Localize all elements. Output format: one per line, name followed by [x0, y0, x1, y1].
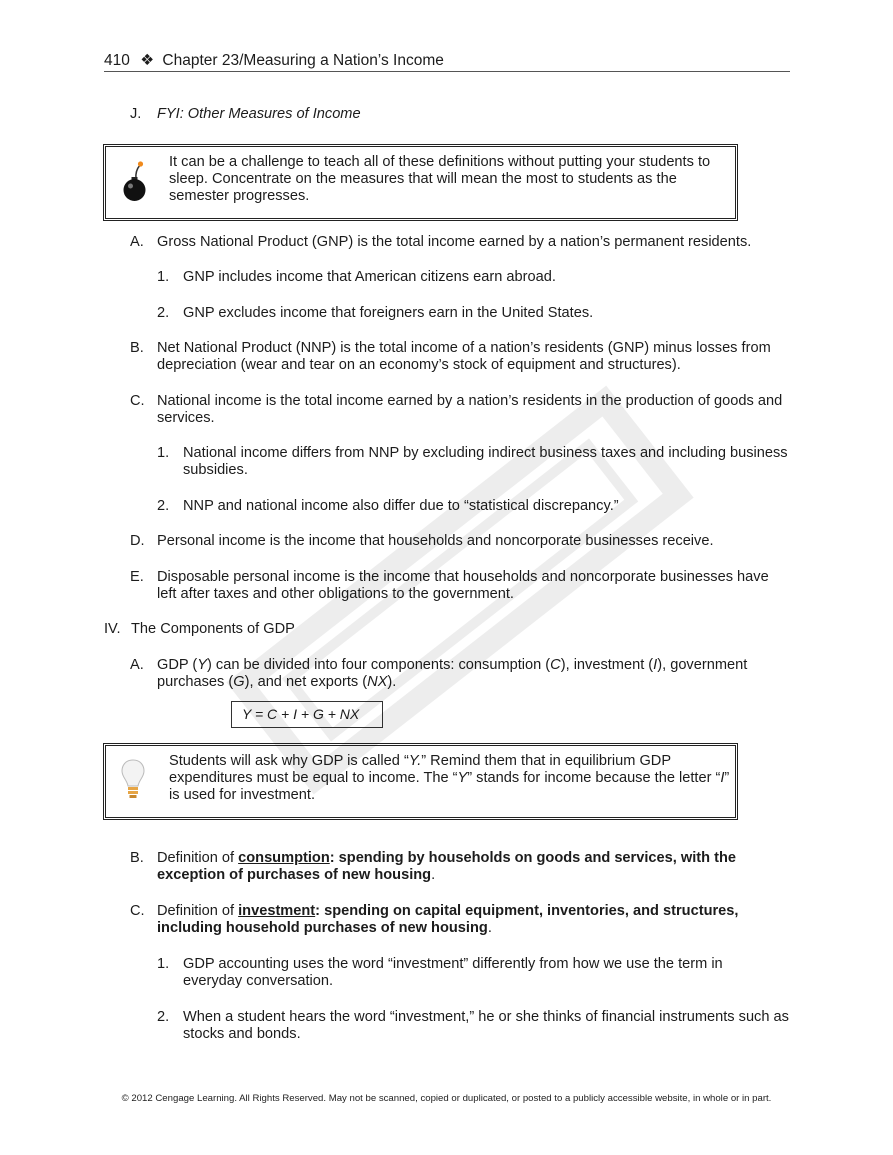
- item-a-label: A.: [130, 234, 144, 250]
- def-c-label: C.: [130, 903, 145, 919]
- item-c-label: C.: [130, 393, 145, 409]
- text-run: ), and net exports (: [244, 674, 368, 690]
- section-iv-label: IV.: [104, 621, 121, 637]
- text-run: ), investment (: [560, 657, 654, 673]
- section-iv-title: The Components of GDP: [131, 621, 295, 637]
- chapter-title: Chapter 23/Measuring a Nation’s Income: [162, 52, 444, 69]
- page-header: [104, 52, 790, 72]
- bomb-icon: [120, 157, 150, 203]
- item-c-sub2-text: NNP and national income also differ due to “statistical discrepancy.”: [183, 498, 619, 514]
- item-a-sub1-label: 1.: [157, 269, 170, 285]
- variable-g: G: [233, 674, 245, 690]
- text-run: Students will ask why GDP is called “: [169, 753, 409, 769]
- text-run: ” stands for income because the letter “: [467, 770, 721, 786]
- definition-investment: [157, 903, 789, 937]
- iv-a-text: [157, 657, 789, 691]
- term-consumption: consumption: [238, 850, 330, 866]
- text-run: ” is used for investment.: [169, 770, 730, 803]
- variable-nx: NX: [367, 674, 388, 690]
- teaching-tip-box: [103, 144, 738, 221]
- item-c-sub1-text: National income differs from NNP by excluding indirect business taxes and including business subsidies.: [183, 445, 788, 478]
- item-c-sub1-label: 1.: [157, 445, 170, 461]
- variable-y: Y: [457, 770, 468, 786]
- item-d-text: Personal income is the income that households and noncorporate businesses receive.: [157, 533, 714, 549]
- item-e-label: E.: [130, 569, 144, 585]
- variable-y: Y: [197, 657, 208, 673]
- item-d-label: D.: [130, 533, 145, 549]
- text-run: .: [487, 920, 492, 936]
- text-run: ), government purchases (: [157, 657, 748, 690]
- item-a-sub2-text: GNP excludes income that foreigners earn in the United States.: [183, 305, 594, 321]
- item-c-sub2-label: 2.: [157, 498, 170, 514]
- definition-consumption: [157, 850, 777, 884]
- item-b-text: Net National Product (NNP) is the total income of a nation’s residents (GNP) minus losses from depreciation (wear and tear on an economy’s stock of equipment and structures).: [157, 340, 771, 373]
- text-run: ).: [387, 674, 397, 690]
- term-investment: investment: [238, 903, 316, 919]
- variable-y: Y.: [408, 753, 422, 769]
- tip-text-2: [169, 753, 734, 804]
- def-c-sub2-label: 2.: [157, 1009, 170, 1025]
- text-run: Definition of: [157, 850, 239, 866]
- section-j-label: J.: [130, 106, 142, 122]
- text-run: GDP (: [157, 657, 198, 673]
- variable-i: I: [720, 770, 725, 786]
- text-run: .: [431, 867, 436, 883]
- iv-a-label: A.: [130, 657, 144, 673]
- def-b-label: B.: [130, 850, 144, 866]
- item-a-sub1-text: GNP includes income that American citizens earn abroad.: [183, 269, 556, 285]
- lightbulb-icon: [120, 758, 146, 802]
- gdp-formula: Y = C + I + G + NX: [231, 701, 383, 728]
- text-run: ” Remind them that in equilibrium GDP expenditures must be equal to income. The “: [169, 753, 671, 786]
- variable-c: C: [550, 657, 561, 673]
- page-number: 410: [104, 52, 130, 69]
- item-b-label: B.: [130, 340, 144, 356]
- section-j-title: FYI: Other Measures of Income: [157, 106, 361, 122]
- diamond-separator-icon: ❖: [140, 52, 155, 69]
- tip-text: It can be a challenge to teach all of these definitions without putting your students to sleep. Concentrate on the measures that will mean the most to students as the semester progresses.: [169, 154, 711, 204]
- def-c-sub2-text: When a student hears the word “investment,” he or she thinks of financial instruments such as stocks and bonds.: [183, 1009, 789, 1042]
- def-c-sub1-label: 1.: [157, 956, 170, 972]
- item-c-text: National income is the total income earned by a nation’s residents in the production of goods and services.: [157, 393, 783, 426]
- definition-text: : spending by households on goods and services, with the exception of purchases of new housing: [157, 850, 736, 883]
- variable-i: I: [653, 657, 658, 673]
- copyright-footer: © 2012 Cengage Learning. All Rights Reserved. May not be scanned, copied or duplicated, or posted to a publicly accessible website, in whole or in part.: [121, 1093, 772, 1104]
- definition-text: : spending on capital equipment, inventories, and structures, including household purchases of new housing: [157, 903, 739, 936]
- text-run: Definition of: [157, 903, 239, 919]
- text-run: ) can be divided into four components: consumption (: [207, 657, 551, 673]
- item-a-text: Gross National Product (GNP) is the total income earned by a nation’s permanent residents.: [157, 234, 752, 250]
- item-e-text: Disposable personal income is the income that households and noncorporate businesses have left after taxes and other obligations to the government.: [157, 569, 769, 602]
- def-c-sub1-text: GDP accounting uses the word “investment” differently from how we use the term in everyday conversation.: [183, 956, 723, 989]
- item-a-sub2-label: 2.: [157, 305, 170, 321]
- teaching-tip-box-2: [103, 743, 738, 820]
